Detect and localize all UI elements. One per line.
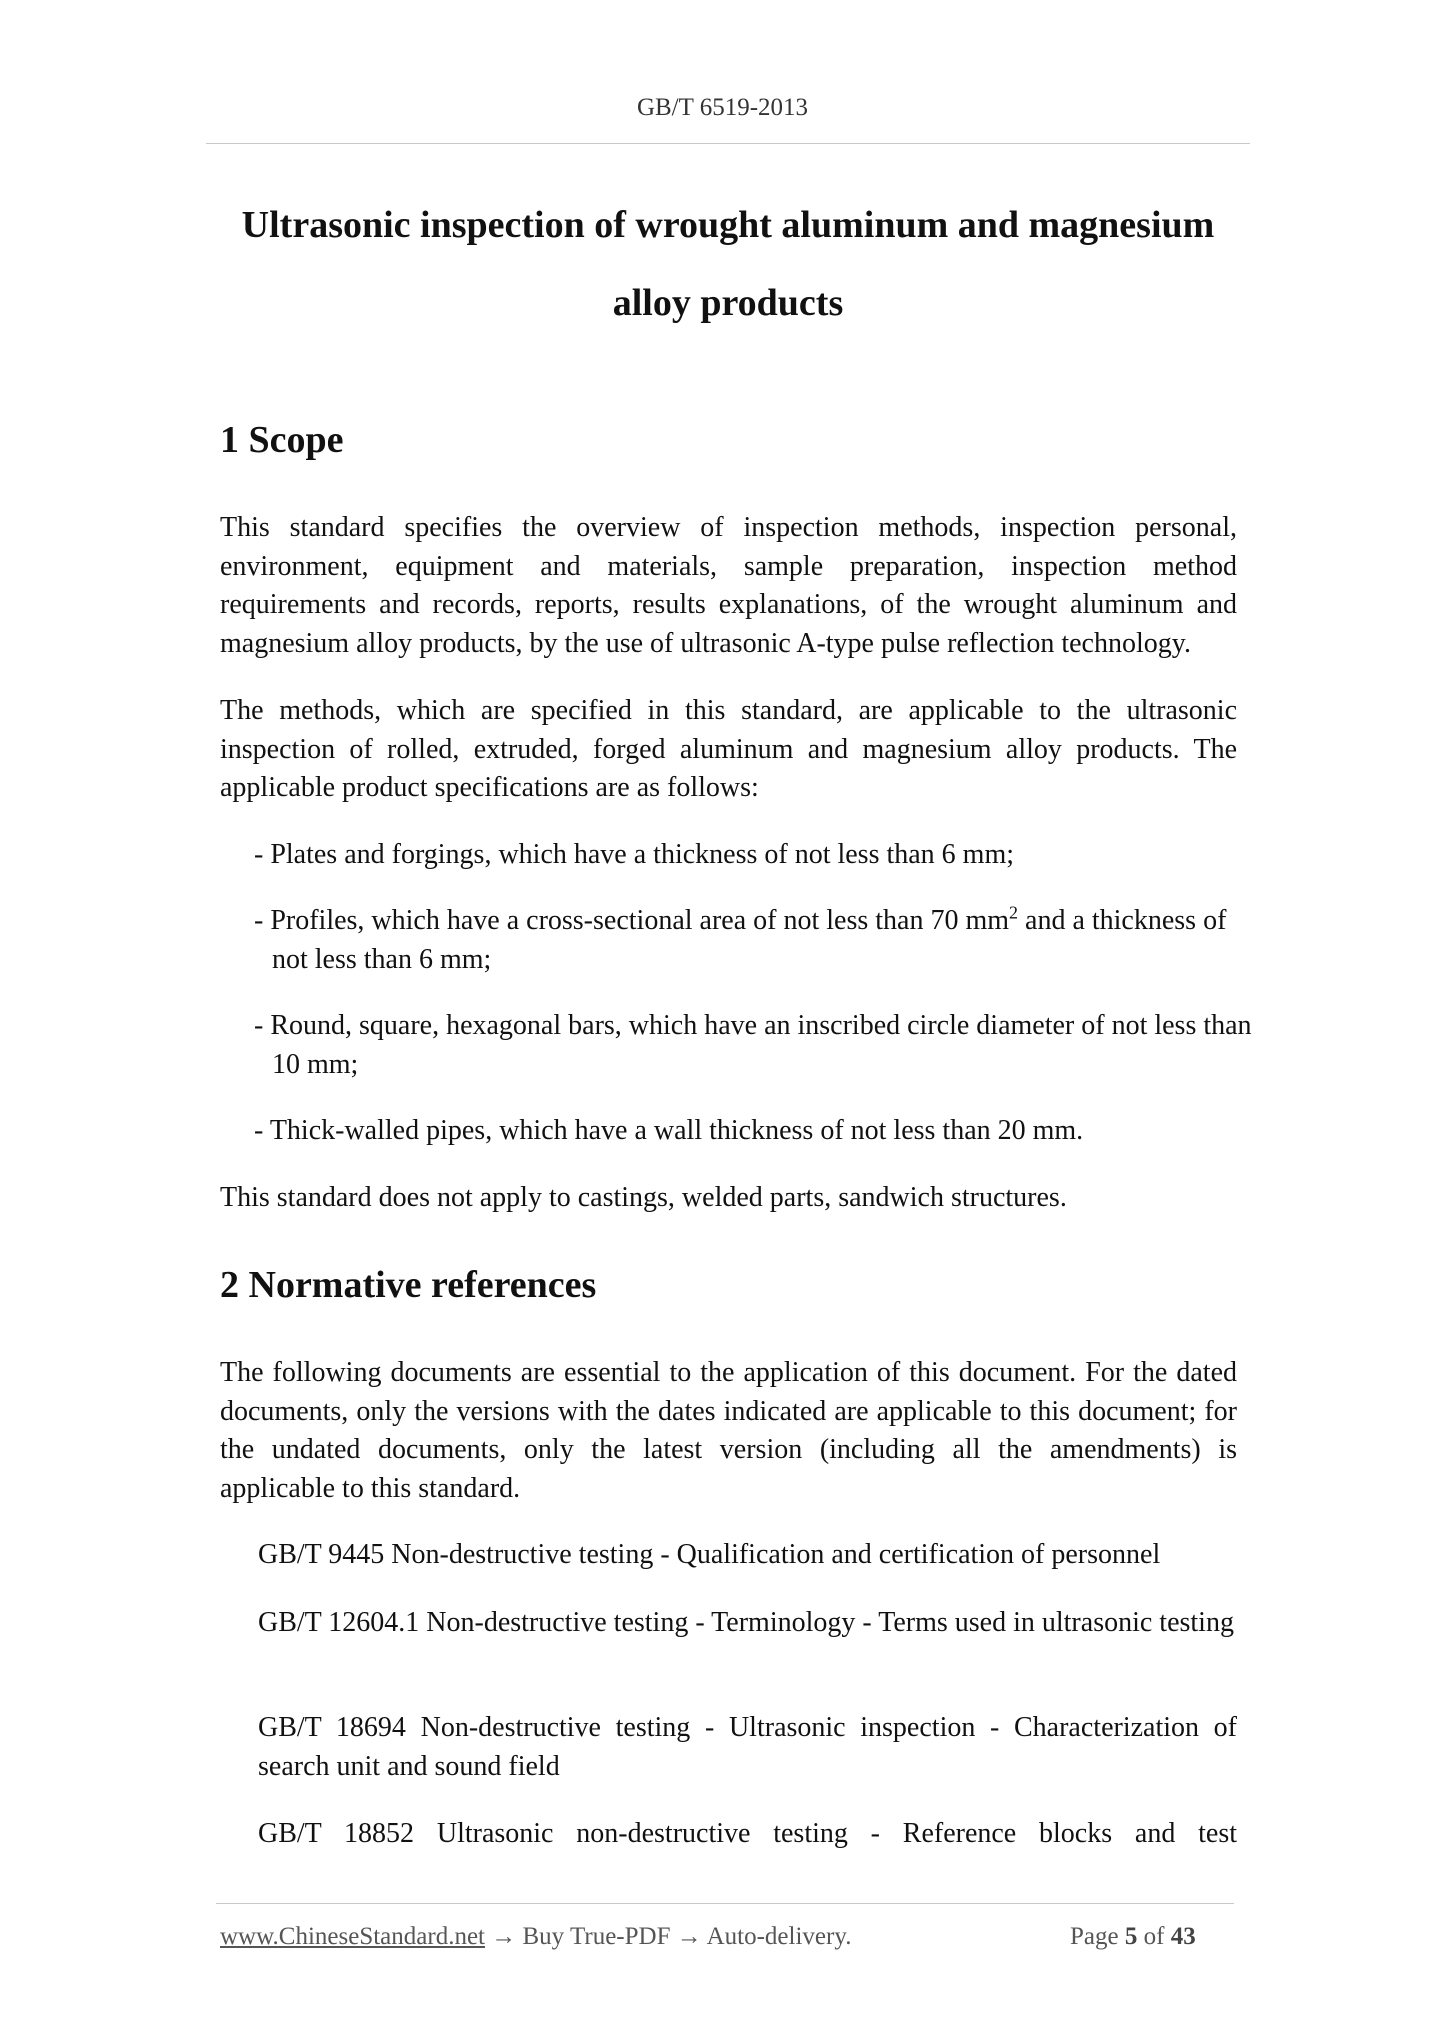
list-item: - Thick-walled pipes, which have a wall thickness of not less than 20 mm. [254,1115,1084,1146]
document-title [206,186,1250,342]
reference-item: GB/T 18694 Non-destructive testing - Ultrasonic inspection - Characterization of search unit and sound field [258,1712,1237,1782]
arrow-right-icon: → [676,1923,702,1950]
references-paragraph: The following documents are essential to the application of this document. For the dated documents, only the versions with the dates indicated are applicable to this document; for the undated documents, only the latest version (including all the amendments) is applicable to this standard. [220,1357,1237,1504]
section-2-heading: 2 Normative references [220,1264,597,1306]
superscript: 2 [1009,902,1019,923]
auto-delivery-text: Auto-delivery. [706,1923,852,1950]
list-item [254,902,1255,979]
page-indicator [1070,1923,1196,1951]
section-1-heading: 1 Scope [220,419,344,461]
list-item: - Plates and forgings, which have a thickness of not less than 6 mm; [254,839,1015,870]
header-code: GB/T 6519-2013 [636,94,809,121]
list-item: - Round, square, hexagonal bars, which have an inscribed circle diameter of not less than 10 mm; [254,1010,1252,1080]
list-item-tail: and a thickness of not less than 6 mm; [272,905,1227,975]
footer-links [220,1923,851,1951]
arrow-right-icon: → [491,1923,517,1950]
buy-pdf-link[interactable]: Buy True-PDF [522,1923,671,1950]
header-rule [206,143,1250,144]
footer-rule [216,1903,1234,1904]
page-total: 43 [1170,1923,1196,1950]
reference-item: GB/T 9445 Non-destructive testing - Qualification and certification of personnel [258,1539,1161,1570]
scope-paragraph-1: This standard specifies the overview of inspection methods, inspection personal, environment, equipment and materials, sample preparation, inspection method requirements and records, reports, results explanations, of the wrought aluminum and magnesium alloy products, by the use of ultrasonic A-type pulse reflection technology. [220,512,1237,659]
of-label: of [1143,1923,1165,1950]
reference-item: GB/T 12604.1 Non-destructive testing - Terminology - Terms used in ultrasonic testing [258,1607,1234,1638]
scope-paragraph-3: This standard does not apply to castings, welded parts, sandwich structures. [220,1182,1067,1213]
page-number: 5 [1124,1923,1138,1950]
reference-item: GB/T 18852 Ultrasonic non-destructive testing - Reference blocks and test [258,1818,1237,1849]
list-item-text: - Profiles, which have a cross-sectional area of not less than 70 mm [254,905,1010,936]
title-line-2: alloy products [612,282,844,324]
scope-paragraph-2: The methods, which are specified in this standard, are applicable to the ultrasonic inspection of rolled, extruded, forged aluminum and magnesium alloy products. The applicable product specifications are as follows: [220,695,1237,803]
site-link[interactable]: www.ChineseStandard.net [220,1923,485,1950]
page-label: Page [1070,1923,1119,1950]
title-line-1: Ultrasonic inspection of wrought aluminum and magnesium [241,204,1215,246]
